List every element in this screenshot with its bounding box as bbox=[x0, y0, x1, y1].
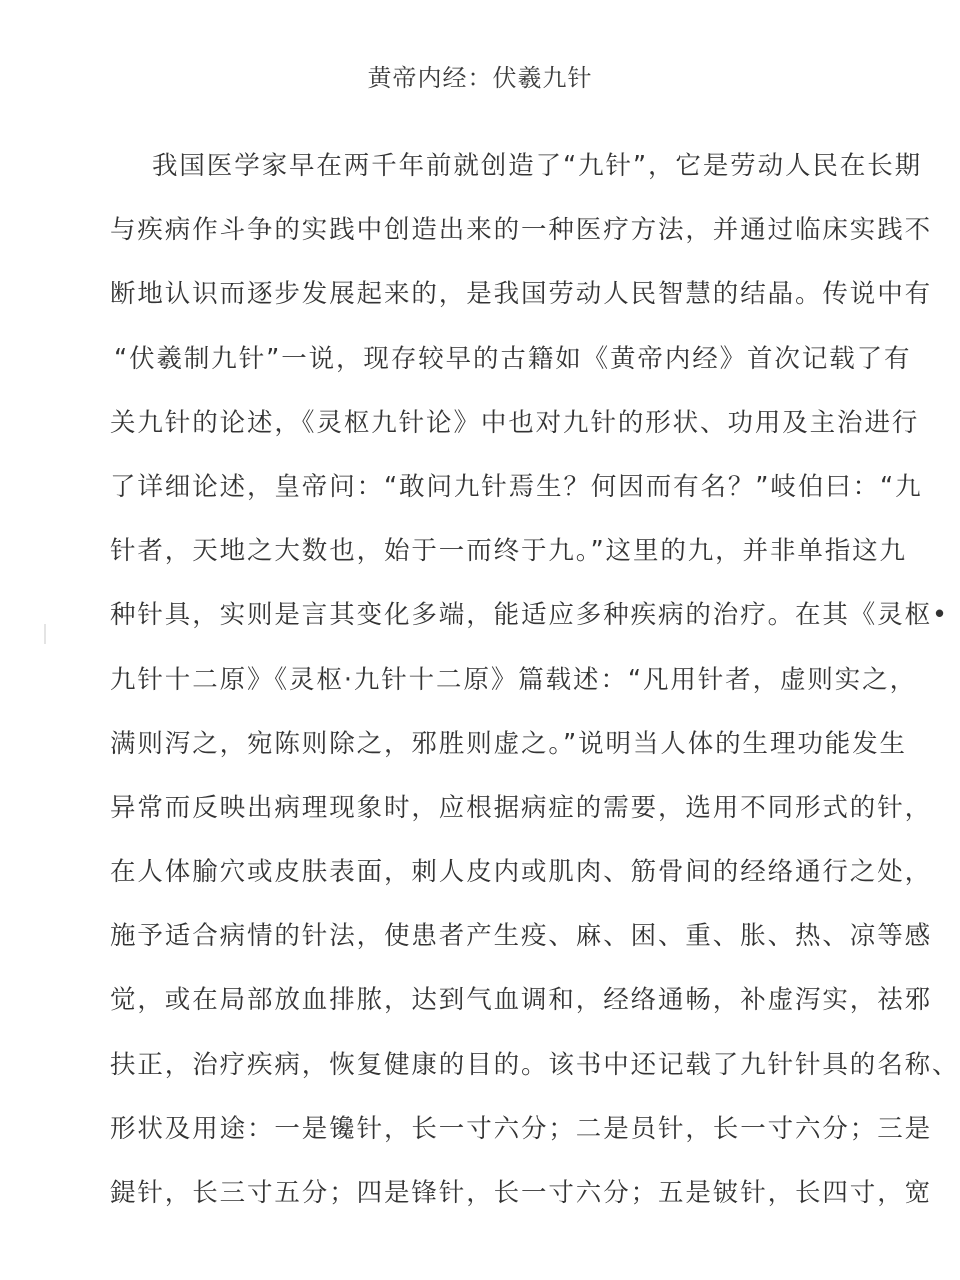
page-title: 黄帝内经：伏羲九针 bbox=[367, 64, 593, 92]
text-line-9: 九针十二原》《灵枢·九针十二原》篇载述：“凡用针者，虚则实之， bbox=[110, 664, 917, 695]
text-line-13: 施予适合病情的针法，使患者产生疫、麻、困、重、胀、热、凉等感 bbox=[110, 921, 933, 952]
text-line-10: 满则泻之，宛陈则除之，邪胜则虚之。”说明当人体的生理功能发生 bbox=[110, 728, 907, 759]
text-line-7: 针者，天地之大数也，始于一而终于九。”这里的九，并非单指这九 bbox=[110, 536, 907, 567]
text-line-3: 断地认识而逐步发展起来的，是我国劳动人民智慧的结晶。传说中有 bbox=[110, 279, 933, 310]
text-line-16: 形状及用途：一是镵针，长一寸六分；二是员针，长一寸六分；三是 bbox=[110, 1113, 933, 1144]
text-line-4: “伏羲制九针”一说，现存较早的古籍如《黄帝内经》首次记载了有 bbox=[114, 343, 912, 374]
article-body bbox=[110, 144, 960, 1235]
text-line-2: 与疾病作斗争的实践中创造出来的一种医疗方法，并通过临床实践不 bbox=[110, 215, 933, 246]
text-line-12: 在人体腧穴或皮肤表面，刺人皮内或肌肉、筋骨间的经络通行之处， bbox=[110, 857, 933, 888]
text-line-15: 扶正，治疗疾病，恢复健康的目的。该书中还记载了九针针具的名称、 bbox=[110, 1049, 960, 1080]
text-line-1: 我国医学家早在两千年前就创造了“九针”，它是劳动人民在长期 bbox=[152, 151, 923, 181]
text-line-11: 异常而反映出病理现象时，应根据病症的需要，选用不同形式的针， bbox=[110, 792, 933, 823]
text-line-6: 了详细论述，皇帝问：“敢问九针焉生？何因而有名？”岐伯曰：“九 bbox=[110, 471, 923, 502]
text-line-17: 鍉针，长三寸五分；四是锋针，长一寸六分；五是铍针，长四寸，宽 bbox=[110, 1178, 933, 1208]
text-line-5: 关九针的论述，《灵枢九针论》中也对九针的形状、功用及主治进行 bbox=[110, 407, 920, 438]
scan-edge-mark bbox=[44, 624, 46, 644]
text-line-8: 种针具，实则是言其变化多端，能适应多种疾病的治疗。在其《灵枢• bbox=[110, 600, 949, 631]
text-line-14: 觉，或在局部放血排脓，达到气血调和，经络通畅，补虚泻实，祛邪 bbox=[110, 985, 933, 1016]
